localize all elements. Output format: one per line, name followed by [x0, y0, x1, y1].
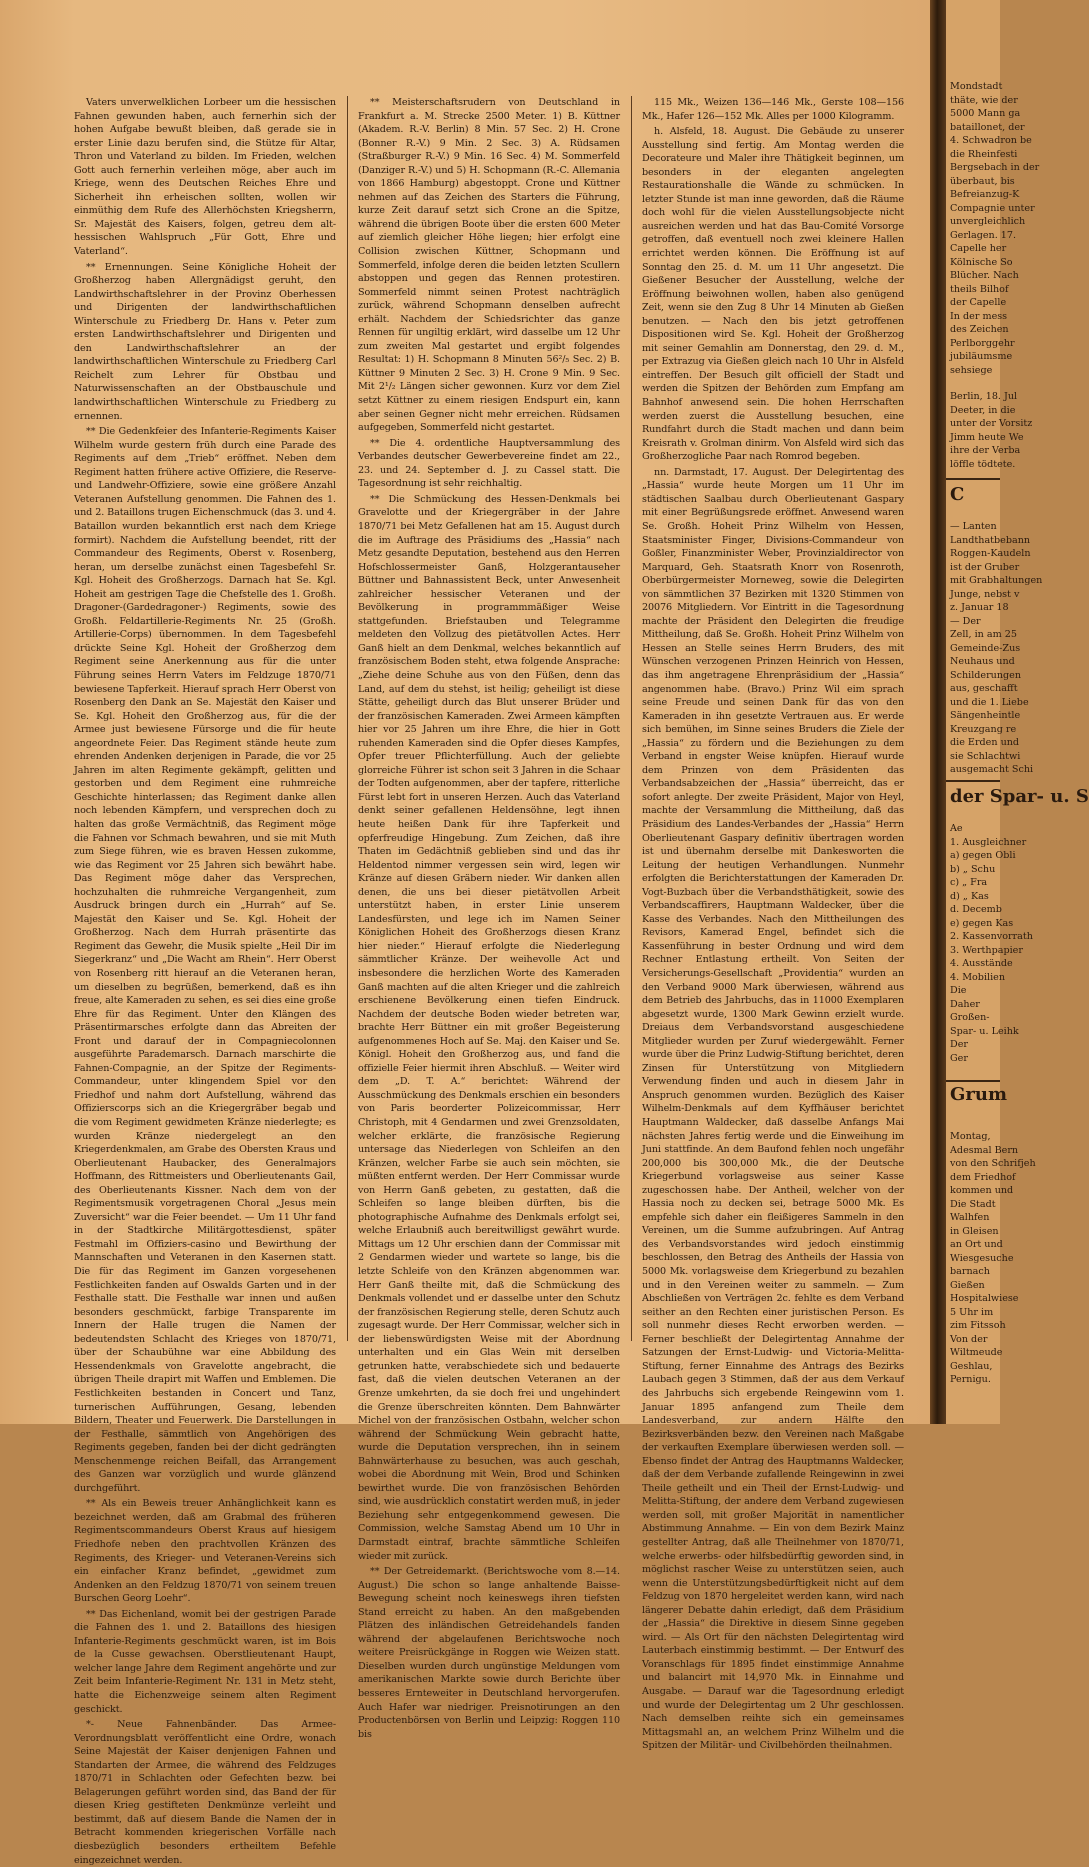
next-page-line: b) „ Schu: [950, 863, 996, 875]
next-page-line: sehsiege: [950, 364, 993, 376]
next-page-line: c) „ Fra: [950, 877, 988, 888]
next-page-line: Kreuzgang re: [950, 723, 1017, 735]
article-paragraph: ** Die Gedenkfeier des Infanterie-Regiments Kaiser Wilhelm wurde gestern früh durch eine Parade des Regiments auf dem „Trieb“ eröffnet. Neben dem Regiment hatten frühere active Offiziere, die Reserve- und Landwehr-Offiziere, sowie eine größere Anzahl Veteranen Aufstellung genommen. Die Fahnen des 1. und 2. Bataillons trugen Eichenschmuck (das 3. und 4. Bataillon wurden bekanntlich erst nach dem Kriege formirt). Nachdem die Aufstellung beendet, ritt der Commandeur des Regiments, Oberst v. Rosenberg, heran, um derselbe zunächst einen Tagesbefehl Sr. Kgl. Hoheit des Großherzogs. Darnach hat Se. Kgl. Hoheit am gestrigen Tage die Chefstelle des 1. Großh. Dragoner-(Gardedragoner-) Regiments, sowie des Großh. Feldartillerie-Regiments Nr. 25 (Großh. Artillerie-Corps) übernommen. In dem Tagesbefehl drückte Seine Kgl. Hoheit der Großherzog dem Regiment seine Anerkennung aus für die unter Führung seines Herrn Vaters im Feldzuge 1870/71 bewiesene Tapferkeit. Hierauf sprach Herr Oberst von Rosenberg den Dank an Se. Majestät den Kaiser und Se. Kgl. Hoheit den Großherzog aus, für die der Armee just bewiesene Fürsorge und die für heute angeordnete Feier. Das Regiment stände heute zum ehrenden Andenken derjenigen in Parade, die vor 25 Jahren im alten Regimente gekämpft, gelitten und gestorben und dem Regiment eine ruhmreiche Geschichte hinterlassen; das Regiment danke allen noch lebenden Kämpfern, und versprechen doch zu halten das große Vermächtniß, das Regiment möge die Fahnen vor Schmach bewahren, und sie mit Muth zum Siege führen, wie es braven Hessen zukomme, wie das Regiment vor 25 Jahren sich bewährt habe. Das Regiment möge daher das Versprechen, hochzuhalten die ruhmreiche Vergangenheit, zum Ausdruck bringen durch ein „Hurrah“ auf Se. Majestät den Kaiser und Se. Kgl. Hoheit der Großherzog. Nach dem Hurrah präsentirte das Regiment das Gewehr, die Musik spielte „Heil Dir im Siegerkranz“ und „Die Wacht am Rhein“. Herr Oberst von Rosenberg ritt hierauf an die Veteranen heran, um dieselben zu begrüßen, bemerkend, daß es ihn freue, alte Kameraden zu sehen, es sei dies eine große Ehre für das Regiment. Unter den Klängen des Präsentirmarsches erfolgte dann das Abreiten der Front und darauf der in Compagniecolonnen ausgeführte Parademarsch. Darnach marschirte die Fahnen-Compagnie, an der Spitze der Regiments-Commandeur, unter klingendem Spiel vor den Friedhof und nahm dort Aufstellung, während das Offizierscorps sich an die Kriegergräber begab und die vom Regiment gewidmeten Kränze niederlegte; es wurden Kränze niedergelegt an den Kriegerdenkmalen, am Grabe des Obersten Kraus und Oberlieutenant Haubacker, des Generalmajors Hoffmann, des Rittmeisters und Oberlieutenants Gail, des Oberlieutenants Kissner. Nach dem von der Regimentsmusik vorgetragenen Choral „Jesus mein Zuversicht“ war die Feier beendet. — Um 11 Uhr fand in der Stadtkirche Militärgottesdienst, später Festmahl im Offiziers-casino und Bewirthung der Mannschaften und Veteranen in den Kasernen statt. Die für das Regiment im Ganzen vorgesehenen Festlichkeiten fanden auf Oswalds Garten und in der Festhalle statt. Die Festhalle war innen und außen besonders geschmückt, farbige Transparente im Innern der Halle trugen die Namen der bedeutendsten Schlacht des Krieges von 1870/71, über der Schaubühne war eine Abbildung des Hessendenkmals von Gravelotte angebracht, die übrigen Theile drapirt mit Waffen und Emblemen. Die Festlichkeiten bestanden in Concert und Tanz, turnerischen Aufführungen, Gesang, lebenden Bildern, Theater und Feuerwerk. Die Darstellungen in der Festhalle, sämmtlich von Angehörigen des Regiments gegeben, fanden bei der dicht gedrängten Menschenmenge reichen Beifall, das Arrangement des Ganzen war vorzüglich und wurde glänzend durchgeführt.: [74, 426, 336, 1494]
next-page-line: Perlborggehr: [950, 337, 1015, 349]
next-page-line: Jimm heute We: [950, 431, 1024, 443]
next-page-line: theils Bilhof: [950, 283, 1009, 295]
next-page-line: der Capelle: [950, 297, 1007, 308]
next-page-line: Hospitalwiese: [950, 1293, 1019, 1304]
article-paragraph: ** Die Schmückung des Hessen-Denkmals bei Gravelotte und der Kriegergräber in der Jahre 1870/71 bei Metz Gefallenen hat am 15. August durch die im Auftrage des Präsidiums des „Hassia“ nach Metz gesandte Deputation, bestehend aus den Herren Hofschlossermeister Ganß, Holzgerantauseher Büttner und Bahnassistent Beck, unter Anwesenheit zahlreicher hessischer Veteranen und der Bevölkerung in programmmäßiger Weise stattgefunden. Briefstauben und Telegramme meldeten den Vollzug des pietätvollen Actes. Herr Ganß hielt an dem Denkmal, welches bekanntlich auf französischem Boden steht, etwa folgende Ansprache: „Ziehe deine Schuhe aus von den Füßen, denn das Land, auf dem du stehst, ist heilig; geheiligt ist diese Stätte, geheiligt durch das Blut unserer Brüder und der französischen Kameraden. Zwei Armeen kämpften hier vor 25 Jahren um ihre Ehre, die hier in Gott ruhenden Kameraden sind die Opfer dieses Kampfes, Opfer treuer Pflichterfüllung. Auch der geliebte glorreiche Führer ist schon seit 3 Jahren in die Schaar der Todten aufgenommen, aber der tapfere, ritterliche Fürst lebt fort in unseren Herzen. Auch das Vaterland denkt seiner gefallenen Heldensöhne, legt ihnen heute heißen Dank für ihre Tapferkeit und opferfreudige Hingebung. Zum Zeichen, daß ihre Thaten im Gedächtniß geblieben sind und das ihr Heldentod nimmer vergessen sein wird, legen wir Kränze auf diesen Gräbern nieder. Wir danken allen denen, die uns bei dieser pietätvollen Arbeit unterstützt haben, in erster Linie unserem Landesfürsten, und lege ich im Namen Seiner Königlichen Hoheit des Großherzogs diesen Kranz hier nieder.“ Hierauf erfolgte die Niederlegung sämmtlicher Kränze. Der weihevolle Act und insbesondere die herzlichen Worte des Kameraden Ganß machten auf die alten Krieger und die zahlreich erschienene Bevölkerung einen tiefen Eindruck. Nachdem der deutsche Boden wieder betreten war, brachte Herr Büttner ein mit großer Begeisterung aufgenommenes Hoch auf Se. Maj. den Kaiser und Se. Königl. Hoheit den Großherzog aus, und fand die offizielle Feier hiermit ihren Abschluß. — Weiter wird dem „D. T. A.“ berichtet: Während der Ausschmückung des Denkmals erschien ein besonders von Paris beorderter Polizeicommissar, Herr Christoph, mit 4 Gendarmen und zwei Grenzsoldaten, welcher erklärte, die französische Regierung untersage das Niederlegen von Schleifen an den Kränzen, welcher Farbe sie auch sein möchten, sie müßten entfernt werden. Der Herr Commissar wurde von Herrn Ganß gebeten, zu gestatten, daß die Schleifen so lange bleiben dürften, bis die photographische Aufnahme des Denkmals erfolgt sei, welche Erlaubniß auch bereitwilligst gewährt wurde. Mittags um 12 Uhr erschien dann der Commissar mit 2 Gendarmen wieder und wartete so lange, bis die letzte Schleife von den Kränzen abgenommen war. Herr Ganß theilte mit, daß die Schmückung des Denkmals vollendet und er dasselbe unter den Schutz der französischen Regierung stelle, deren Schutz auch zugesagt wurde. Der Herr Commissar, welcher sich in der liebenswürdigsten Weise mit der Abordnung unterhalten und ein Glas Wein mit derselben getrunken hatte, verabschiedete sich und bedauerte fast, daß die vielen deutschen Veteranen an der Grenze umkehrten, da sie doch frei und ungehindert die Grenze überschreiten könnten. Dem Bahnwärter Michel von der französischen Ostbahn, welcher schon während der Schmückung Wein gebracht hatte, wurde die Deputation versprechen, ihn in seinem Bahnwärterhause zu besuchen, was auch geschah, wobei die Abordnung mit Wein, Brod und Schinken bewirthet wurde. Die von französischen Behörden sind, wie ausdrücklich constatirt werden muß, in jeder Beziehung sehr entgegenkommend gewesen. Die Commission, welche Samstag Abend um 10 Uhr in Darmstadt eintraf, brachte sämmtliche Schleifen wieder mit zurück.: [358, 493, 620, 1562]
next-page-line: — Der: [950, 615, 981, 627]
next-page-text-mid2: [950, 520, 1042, 777]
next-page-line: jubiläumsme: [950, 351, 1013, 362]
next-page-line: unter der Vorsitz: [950, 418, 1033, 429]
next-page-line: Compagnie unter: [950, 202, 1035, 214]
next-page-line: thäte, wie der: [950, 94, 1018, 106]
next-page-line: zim Fitssoh: [950, 1320, 1006, 1331]
next-page-line: Pernigu.: [950, 1374, 991, 1385]
column-rule: [631, 96, 632, 1341]
next-page-line: ausgemacht Schi: [950, 764, 1034, 775]
next-page-line: 3. Werthpapier: [950, 944, 1023, 956]
next-page-line: dem Friedhof: [950, 1171, 1016, 1183]
next-page-line: Junge, nebst v: [950, 588, 1020, 600]
next-page-line: Befreianzug-K: [950, 189, 1020, 200]
next-page-line: sie Schlachtwi: [950, 750, 1021, 762]
next-page-line: Berlin, 18. Jul: [950, 391, 1018, 402]
article-paragraph: 115 Mk., Weizen 136—146 Mk., Gerste 108—156 Mk., Hafer 126—152 Mk. Alles per 1000 Kilogramm.: [642, 97, 904, 122]
next-page-line: Montag,: [950, 1131, 991, 1142]
next-page-line: Landthatbebann: [950, 534, 1031, 546]
next-page-line: Spar- u. Leihk: [950, 1025, 1019, 1037]
article-paragraph: ** Der Getreidemarkt. (Berichtswoche vom 8.—14. August.) Die schon so lange anhaltende Baisse-Bewegung scheint noch keineswegs ihren tiefsten Stand erreicht zu haben. An den maßgebenden Plätzen des inländischen Getreidehandels fanden während der abgelaufenen Berichtswoche noch weitere Preisrückgänge in Roggen wie Weizen statt. Dieselben wurden durch ungünstige Meldungen vom amerikanischen Markte sowie durch Berichte über besseres Ernteweiter in Deutschland hervorgerufen. Auch Hafer war niedriger. Preisnotirungen an den Productenbörsen von Berlin und Leipzig: Roggen 110 bis: [358, 1566, 620, 1740]
next-page-line: Deeter, in die: [950, 404, 1016, 416]
next-page-line: Zell, in am 25: [950, 629, 1017, 640]
next-page-line: Ae: [950, 823, 963, 834]
next-page-line: Der: [950, 1039, 968, 1050]
column-3: [642, 96, 904, 1752]
next-page-line: Kölnische So: [950, 256, 1013, 268]
article-paragraph: ** Die 4. ordentliche Hauptversammlung des Verbandes deutscher Gewerbevereine findet am 22., 23. und 24. September d. J. zu Cassel statt. Die Tagesordnung ist sehr reichhaltig.: [358, 437, 620, 490]
next-page-text-mid1: [950, 390, 1032, 471]
article-paragraph: ** Das Eichenland, womit bei der gestrigen Parade die Fahnen des 1. und 2. Bataillons des hiesigen Infanterie-Regiments geschmückt waren, ist im Bois de la Cusse gewachsen. Oberstlieutenant Haupt, welcher lange Jahre dem Regiment angehörte und zur Zeit beim Infanterie-Regiment Nr. 131 in Metz steht, hatte die Eichenzweige seinem alten Regiment geschickt.: [74, 1608, 336, 1715]
next-page-line: Daher: [950, 998, 980, 1010]
next-page-line: überbaut, bis: [950, 175, 1015, 187]
next-page-line: mit Grabhaltungen: [950, 575, 1043, 586]
next-page-heading-1: C: [950, 484, 965, 505]
next-page-line: Blücher. Nach: [950, 270, 1019, 281]
next-page-line: barnach: [950, 1266, 990, 1277]
next-page-line: 4. Ausstände: [950, 958, 1013, 969]
next-page-text-mid3: [950, 822, 1033, 1065]
next-page-line: Schilderungen: [950, 669, 1022, 681]
next-page-line: 4. Mobilien: [950, 971, 1006, 983]
next-page-line: von den Schrifjeh: [950, 1158, 1036, 1169]
divider: [946, 478, 1000, 480]
next-page-line: Die: [950, 985, 967, 996]
next-page-heading-2: der Spar- u. S: [950, 786, 1089, 807]
next-page-heading-3: Grum: [950, 1084, 1007, 1105]
next-page-line: ihre der Verba: [950, 445, 1021, 456]
article-paragraph: Vaters unverwelklichen Lorbeer um die hessischen Fahnen gewunden haben, auch fernerhin sich der hohen Aufgabe bewußt bleiben, daß gerade sie in erster Linie dazu berufen sind, die Stütze für Altar, Thron und Vaterland zu bilden. Im Frieden, welchen Gott auch fernerhin verleihen möge, aber auch im Kriege, wenn des Deutschen Reiches Ehre und Sicherheit ihn erheischen sollten, wollen wir einmüthig dem Rufe des Allerhöchsten Kriegsherrn, Sr. Majestät des Kaisers, folgen, getreu dem alt-hessischen Wahlspruch „Für Gott, Ehre und Vaterland“.: [74, 97, 336, 258]
next-page-line: Geshlau,: [950, 1360, 993, 1372]
article-paragraph: nn. Darmstadt, 17. August. Der Delegirtentag des „Hassia“ wurde heute Morgen um 11 Uhr im städtischen Saalbau durch Oberlieutenant Gaspary mit einer Begrüßungsrede eröffnet. Anwesend waren Se. Großh. Hoheit Prinz Wilhelm von Hessen, Staatsminister Finger, Divisions-Commandeur von Goßler, Finanzminister Weber, Provinzialdirector von Marquard, Geh. Staatsrath Knorr von Rosenroth, Oberbürgermeister Morneweg, sowie die Delegirten von sämmtlichen 37 Bezirken mit 1320 Stimmen von 20076 Mitgliedern. Vor Eintritt in die Tagesordnung machte der Präsident den Delegirten die freudige Mittheilung, daß Se. Großh. Hoheit Prinz Wilhelm von Hessen an Stelle seines Herrn Bruders, des mit Wünschen verzogenen Prinzen Heinrich von Hessen, das ihm angetragene Ehrenpräsidium der „Hassia“ angenommen habe. (Bravo.) Prinz Wil eim sprach seine Freude und seinen Dank für das von den Kameraden in ihn gesetzte Vertrauen aus. Er werde sich bemühen, im Sinne seines Bruders die Ziele der „Hassia“ zu fördern und die Beziehungen zu dem Verband in engster Weise knüpfen. Hierauf wurde dem Prinzen von dem Präsidenten das Verbandsabzeichen der „Hassia“ überreicht, das er sofort anlegte. Der zweite Präsident, Major von Heyl, machte der Versammlung die Mittheilung, daß das Präsidium des Landes-Verbandes der „Hassia“ Herrn Oberlieutenant Gaspary definitiv übertragen worden ist und übernahm derselbe mit Dankesworten die Leitung der heutigen Verhandlungen. Nunmehr erfolgten die Berichterstattungen der Kameraden Dr. Vogt-Buzbach über die Verbandsthätigkeit, sowie des Verbandscaffirers, Hauptmann Waldecker, über die Kasse des Verbandes. Nach den Mittheilungen des Revisors, Kamerad Engel, befindet sich die Kassenführung in bester Ordnung und wird dem Rechner Entlastung ertheilt. Von Seiten der Versicherungs-Gesellschaft „Providentia“ wurden an den Verband 9000 Mark überwiesen, während aus dem Betrieb des Jahrbuchs, das in 11000 Exemplaren abgesetzt wurde, 1300 Mark Gewinn erzielt wurde. Dreiaus dem Verbandsvorstand ausgeschiedene Mitglieder wurden per Zuruf wiedergewählt. Ferner wurde über die Prinz Ludwig-Stiftung berichtet, deren Zinsen für Unterstützung von Mitgliedern Verwendung finden und auch in diesem Jahr in Anspruch genommen wurden. Bezüglich des Kaiser Wilhelm-Denkmals auf dem Kyffhäuser berichtet Hauptmann Waldecker, daß dasselbe Anfangs Mai nächsten Jahres fertig werde und die Einweihung im Juni stattfinde. An dem Baufond fehlen noch ungefähr 200,000 bis 300,000 Mk., die der Deutsche Kriegerbund vorlagsweise aus seiner Kasse zugeschossen habe. Der Antheil, welcher von der Hassia noch zu decken sei, betrage 5000 Mk. Es empfehle sich daher ein fleißigeres Sammeln in den Vereinen, um die Summe aufzubringen. Auf Antrag des Verbandsvorstandes wird jedoch einstimmig beschlossen, den Betrag des Antheils der Hassia von 5000 Mk. vorlagsweise dem Kriegerbund zu bezahlen und in den Vereinen weiter zu sammeln. — Zum Abschließen von Verträgen 2c. fehlte es dem Verband seither an den Rechten einer juristischen Person. Es soll nunmehr dieses Recht erworben werden. — Ferner beschließt der Delegirtentag Annahme der Satzungen der Ernst-Ludwig- und Victoria-Melitta-Stiftung, ferner Einnahme des Antrags des Bezirks Laubach gegen 3 Stimmen, daß der aus dem Verkauf des Jahrbuchs sich ergebende Reingewinn vom 1. Januar 1895 anfangend zum Theile dem Landesverband, zur andern Hälfte den Bezirksverbänden bezw. den Vereinen nach Maßgabe der verkauften Exemplare überwiesen werden soll. — Ebenso findet der Antrag des Hauptmanns Waldecker, daß der dem Verbande zufallende Reingewinn in zwei Theile getheilt und ein Theil der Ernst-Ludwig- und Melitta-Stiftung, der andere dem Verband zugewiesen werden soll, mit großer Majorität in namentlicher Abstimmung Annahme. — Ein von dem Bezirk Mainz gestellter Antrag, daß alle Theilnehmer von 1870/71, welche erwerbs- oder hilfsbedürftig geworden sind, in möglichst rascher Weise zu unterstützen seien, auch wenn die Unterstützungsbedürftigkeit nicht auf dem Feldzug von 1870 hergeleitet werden kann, wird nach längerer Debatte dahin erledigt, daß dem Präsidium der „Hassia“ die Direktive in diesem Sinne gegeben wird. — Als Ort für den nächsten Delegirtentag wird Lauterbach einstimmig bestimmt. — Der Entwurf des Voranschlags für 1895 findet einstimmige Annahme und balancirt mit 14,970 Mk. in Einnahme und Ausgabe. — Darauf war die Tagesordnung erledigt und wurde der Delegirtentag um 2 Uhr geschlossen. Nach demselben reihte sich ein gemeinsames Mittagsmahl an, an welchem Prinz Wilhelm und die Spitzen der Militär- und Civilbehörden theilnahmen.: [642, 466, 904, 1752]
next-page-line: unvergleichlich: [950, 216, 1026, 227]
next-page-line: d. Decemb: [950, 904, 1002, 915]
divider: [946, 780, 1000, 782]
next-page-text-top: [950, 80, 1039, 377]
next-page-line: Roggen-Kaudeln: [950, 548, 1031, 559]
next-page-line: Wiltmeude: [950, 1347, 1003, 1358]
article-paragraph: *- Neue Fahnenbänder. Das Armee-Verordnungsblatt veröffentlicht eine Ordre, wonach Seine Majestät der Kaiser denjenigen Fahnen und Standarten der Armee, die während des Feldzuges 1870/71 in Schlachten oder Gefechten bezw. bei Belagerungen geführt worden sind, das Band der für diesen Krieg gestifteten Denkmünze verleiht und bestimmt, daß auf diesem Bande die Namen der in Betracht kommenden kriegerischen Vorfälle nach diesbezüglich besonders ertheiltem Befehle eingezeichnet werden.: [74, 1719, 336, 1866]
next-page-line: Neuhaus und: [950, 656, 1015, 667]
next-page-line: Capelle her: [950, 243, 1007, 254]
next-page-line: Von der: [950, 1333, 988, 1345]
next-page-text-bottom: [950, 1130, 1036, 1387]
next-page-line: aus, geschafft: [950, 683, 1018, 694]
next-page-line: kommen und: [950, 1185, 1014, 1196]
column-rule: [347, 96, 348, 1341]
next-page-line: z. Januar 18: [950, 602, 1009, 613]
article-paragraph: ** Als ein Beweis treuer Anhänglichkeit kann es bezeichnet werden, daß am Grabmal des früheren Regimentscommandeurs Oberst Kraus auf hiesigem Friedhofe neben den prachtvollen Kränzen des Regiments, des Krieger- und Veteranen-Vereins sich ein einfacher Kranz befindet, „gewidmet zum Andenken an den Feldzug 1870/71 von seinem treuen Burschen Georg Loehr“.: [74, 1498, 336, 1605]
next-page-line: Wiesgesuche: [950, 1252, 1014, 1264]
next-page-line: a) gegen Obli: [950, 850, 1016, 861]
next-page-line: 5000 Mann ga: [950, 108, 1021, 119]
next-page-line: 2. Kassenvorrath: [950, 931, 1033, 942]
next-page-line: Bergsebach in der: [950, 162, 1040, 173]
column-1: [74, 96, 336, 1866]
article-paragraph: h. Alsfeld, 18. August. Die Gebäude zu unserer Ausstellung sind fertig. Am Montag werden die Decorateure und Maler ihre Thätigkeit beginnen, um besonders in der eleganten angelegten Restaurationshalle die Wände zu schmücken. In letzter Stunde ist man inne geworden, daß die Räume doch wohl für die vielen Ausstellungsobjecte nicht ausreichen werden und hat das Bau-Comité Vorsorge getroffen, daß eventuell noch zwei kleinere Hallen errichtet werden können. Die Eröffnung ist auf Sonntag den 25. d. M. um 11 Uhr angesetzt. Die Gießener Besucher der Ausstellung, welche der Eröffnung beiwohnen wollen, haben also genügend Zeit, wenn sie den Zug 8 Uhr 14 Minuten ab Gießen benutzen. — Nach den bis jetzt getroffenen Dispositionen wird Se. Kgl. Hoheit der Großherzog mit seiner Gemahlin am Donnerstag, den 29. d. M., per Extrazug via Gießen gleich nach 10 Uhr in Alsfeld eintreffen. Der Besuch gilt officiell der Stadt und werden die Spitzen der Behörden zum Empfang am Bahnhof anwesend sein. Die hohen Herrschaften werden zuerst die Ausstellung besuchen, eine Rundfahrt durch die Stadt machen und dann beim Kreisrath v. Grolman dinirm. Von Alsfeld wird sich das Großherzogliche Paar nach Romrod begeben.: [642, 126, 904, 463]
next-page-line: des Zeichen: [950, 324, 1009, 335]
next-page-line: in Gleisen: [950, 1225, 999, 1237]
next-page-line: an Ort und: [950, 1239, 1003, 1250]
next-page-line: Gemeinde-Zus: [950, 642, 1021, 654]
next-page-line: Gerlagen. 17.: [950, 229, 1017, 241]
next-page-line: 4. Schwadron be: [950, 135, 1032, 146]
next-page-line: Großen-: [950, 1012, 990, 1023]
next-page-line: Walhfen: [950, 1212, 990, 1223]
next-page-line: Sängenheintle: [950, 710, 1021, 721]
next-page-line: d) „ Kas: [950, 890, 989, 902]
next-page-line: die Rheinfesti: [950, 148, 1018, 160]
book-spine: [930, 0, 946, 1424]
next-page-line: die Erden und: [950, 737, 1020, 748]
next-page-line: In der mess: [950, 310, 1008, 322]
column-2: [358, 96, 620, 1740]
next-page-line: Die Stadt: [950, 1198, 996, 1210]
next-page-line: 5 Uhr im: [950, 1306, 994, 1318]
article-paragraph: ** Ernennungen. Seine Königliche Hoheit der Großherzog haben Allergnädigst geruht, den Landwirthschaftslehrer in der Provinz Oberhessen und Dirigenten der landwirthschaftlichen Winterschule zu Friedberg Dr. Hans v. Peter zum ersten Landwirthschaftslehrer und Dirigenten und den Landwirthschaftslehrer an der landwirthschaftlichen Winterschule zu Friedberg Carl Reichelt zum Lehrer für Obstbau und Naturwissenschaften an der Obstbauschule und landwirthschaftlichen Winterschule zu Friedberg zu ernennen.: [74, 261, 336, 422]
next-page-line: Gießen: [950, 1279, 985, 1291]
next-page-line: ist der Gruber: [950, 561, 1020, 573]
next-page-line: bataillonet, der: [950, 121, 1025, 133]
next-page-line: löffle tödtete.: [950, 458, 1016, 470]
divider: [946, 1080, 1000, 1082]
next-page-line: Mondstadt: [950, 81, 1003, 92]
article-paragraph: ** Meisterschaftsrudern von Deutschland in Frankfurt a. M. Strecke 2500 Meter. 1) B. Küttner (Akadem. R.-V. Berlin) 8 Min. 57 Sec. 2) H. Crone (Bonner R.-V.) 9 Min. 2 Sec. 3) A. Rüdsamen (Straßburger R.-V.) 9 Min. 16 Sec. 4) M. Sommerfeld (Danziger R.-V.) und 5) H. Schopmann (R.-C. Allemania von 1866 Hamburg) abgestoppt. Crone und Küttner nehmen auf das Zeichen des Starters die Führung, kurze Zeit darauf setzt sich Crone an die Spitze, während die übrigen Boote über die ersten 600 Meter auf ziemlich gleicher Höhe liegen; hier erfolgt eine Collision zwischen Küttner, Schopmann und Sommerfeld, infolge deren die beiden letzten Scullern abstoppen und gegen das Rennen protestiren. Sommerfeld nimmt seinen Protest nachträglich zurück, während Schopmann denselben aufrecht erhält. Nachdem der Schiedsrichter das ganze Rennen für ungiltig erklärt, wird dasselbe um 12 Uhr zum zweiten Mal gestartet und ergibt folgendes Resultat: 1) H. Schopmann 8 Minuten 56²/₅ Sec. 2) B. Küttner 9 Minuten 2 Sec. 3) H. Crone 9 Min. 9 Sec. Mit 2¹/₂ Längen sicher gewonnen. Kurz vor dem Ziel setzt Küttner zu einem riesigen Endspurt ein, kann aber seinen Gegner nicht mehr erreichen. Rüdsamen aufgegeben, Sommerfeld nicht gestartet.: [358, 97, 620, 434]
next-page-line: 1. Ausgleichner: [950, 836, 1027, 848]
next-page-line: e) gegen Kas: [950, 917, 1014, 929]
next-page-line: und die 1. Liebe: [950, 696, 1029, 708]
next-page-line: Adesmal Bern: [950, 1144, 1019, 1156]
next-page-line: — Lanten: [950, 521, 997, 532]
next-page-edge: [946, 0, 1089, 1424]
next-page-line: Ger: [950, 1052, 968, 1064]
